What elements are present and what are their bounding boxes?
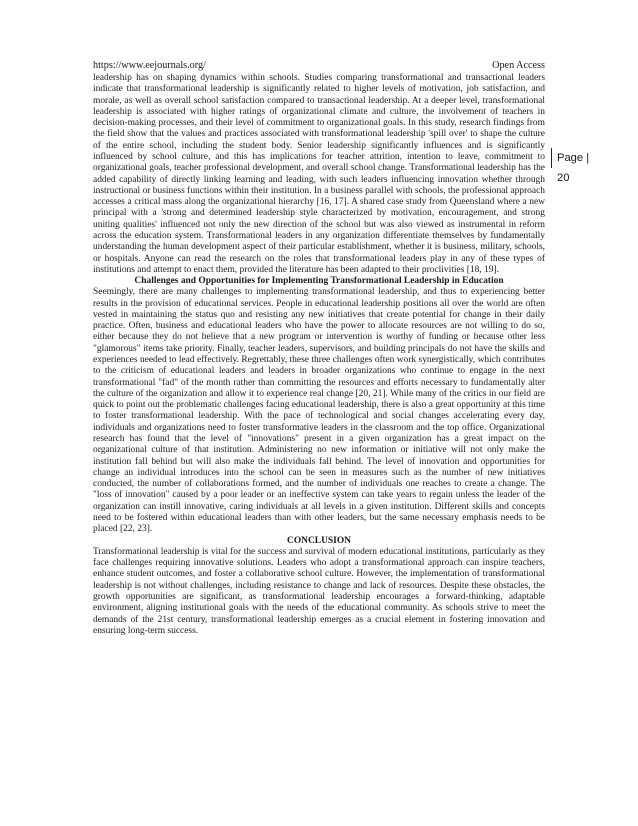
body-paragraph-challenges: Seemingly, there are many challenges to implementing transformational leadership, and thus to experiencing better results in the provision of educational services. People in educational leadership positions all over the world are often vested in maintaining the status quo and resisting any new initiatives that create potential for change in their daily practice. Often, business and educational leaders who have the power to allocate resources are not willing to do so, either because they do not believe that a new program or intervention is worthy of funding or because other less "glamorous" items take priority. Finally, teacher leaders, supervisors, and building principals do not have the skills and experiences needed to lead effectively. Regrettably, these three challenges often work synergistically, which contributes to the criticism of educational leaders and leaders in broader organizations who continue to engage in the next transformational "fad" of the month rather than committing the resources and efforts necessary to fundamentally alter the culture of the organization and allow it to experience real change [20, 21]. While many of the critics in our field are quick to point out the problematic challenges facing educational leadership, there is also a great opportunity at this time to foster transformational leadership. With the pace of technological and social changes accelerating every day, individuals and organizations need to foster transformative leaders in the classroom and the top office. Organizational research has found that the level of "innovations" present in a given organization has a great impact on the organizational culture of that institution. Administering no new information or initiative will not only make the institution fall behind but will also make the individuals fall behind. The level of innovation and opportunities for change an individual introduces into the school can be seen in measures such as the number of new initiatives conducted, the number of collaborations formed, and the number of individuals one reaches to create a change. The "loss of innovation" caused by a poor leader or an ineffective system can take years to regain unless the leader of the organization can instill innovative, caring individuals at all levels in a given institution. Different skills and concepts need to be fostered within educational leaders than with other leaders, but the same necessary emphasis needs to be placed [22, 23]. — [93, 287, 545, 535]
section-heading-conclusion: CONCLUSION — [287, 535, 351, 546]
body-paragraph-leadership-impact: leadership has on shaping dynamics within schools. Studies comparing transformational and transactional leaders indicate that transformational leadership is significantly related to higher levels of motivation, job satisfaction, and morale, as well as overall school satisfaction compared to transactional leadership. At a deeper level, transformational leadership is associated with higher ratings of organizational climate and culture, the involvement of teachers in decision-making processes, and their level of commitment to organizational goals. In this study, research findings from the field show that the values and practices associated with transformational leadership 'spill over' to shape the culture of the entire school, including the student body. Senior leadership significantly influences and is significantly influenced by school culture, and this has implications for teacher attrition, intention to leave, commitment to organizational goals, teacher professional development, and overall school change. Transformational leadership has the added capability of directly linking learning and leading, with such leaders influencing innovation whether through instructional or business functions within their institution. In a business parallel with schools, the professional approach accesses a critical mass along the organizational hierarchy [16, 17]. A shared case study from Queensland where a new principal with a 'strong and determined leadership style characterized by motivation, encouragement, and strong uniting qualities' influenced not only the new direction of the school but was also viewed as instrumental in reform across the education system. Transformational leaders in any organization differentiate themselves by fundamentally understanding the human development aspect of their particular establishment, whether it is business, military, schools, or hospitals. Anyone can read the research on the roles that transformational leaders play in any of these types of institutions and attempt to enact them, provided the literature has been adapted to their proclivities [18, 19]. — [93, 73, 545, 275]
open-access-label: Open Access — [492, 60, 545, 71]
page-header — [93, 59, 545, 73]
page-number: Page | 20 — [551, 148, 603, 168]
section-heading-challenges: Challenges and Opportunities for Implementing Transformational Leadership in Education — [134, 276, 504, 287]
journal-url[interactable]: https://www.eejournals.org/ — [93, 60, 206, 71]
article-body — [93, 73, 545, 637]
body-paragraph-conclusion: Transformational leadership is vital for the success and survival of modern educational institutions, particularly as they face challenges requiring innovative solutions. Leaders who adopt a transformational approach can inspire teachers, enhance student outcomes, and foster a collaborative school culture. However, the implementation of transformational leadership is not without challenges, including resistance to change and lack of resources. Despite these obstacles, the growth opportunities are significant, as transformational leadership encourages a forward-thinking, adaptable environment, aligning institutional goals with the needs of the educational community. As schools strive to meet the demands of the 21st century, transformational leadership emerges as a crucial element in fostering innovation and ensuring long-term success. — [93, 546, 545, 636]
